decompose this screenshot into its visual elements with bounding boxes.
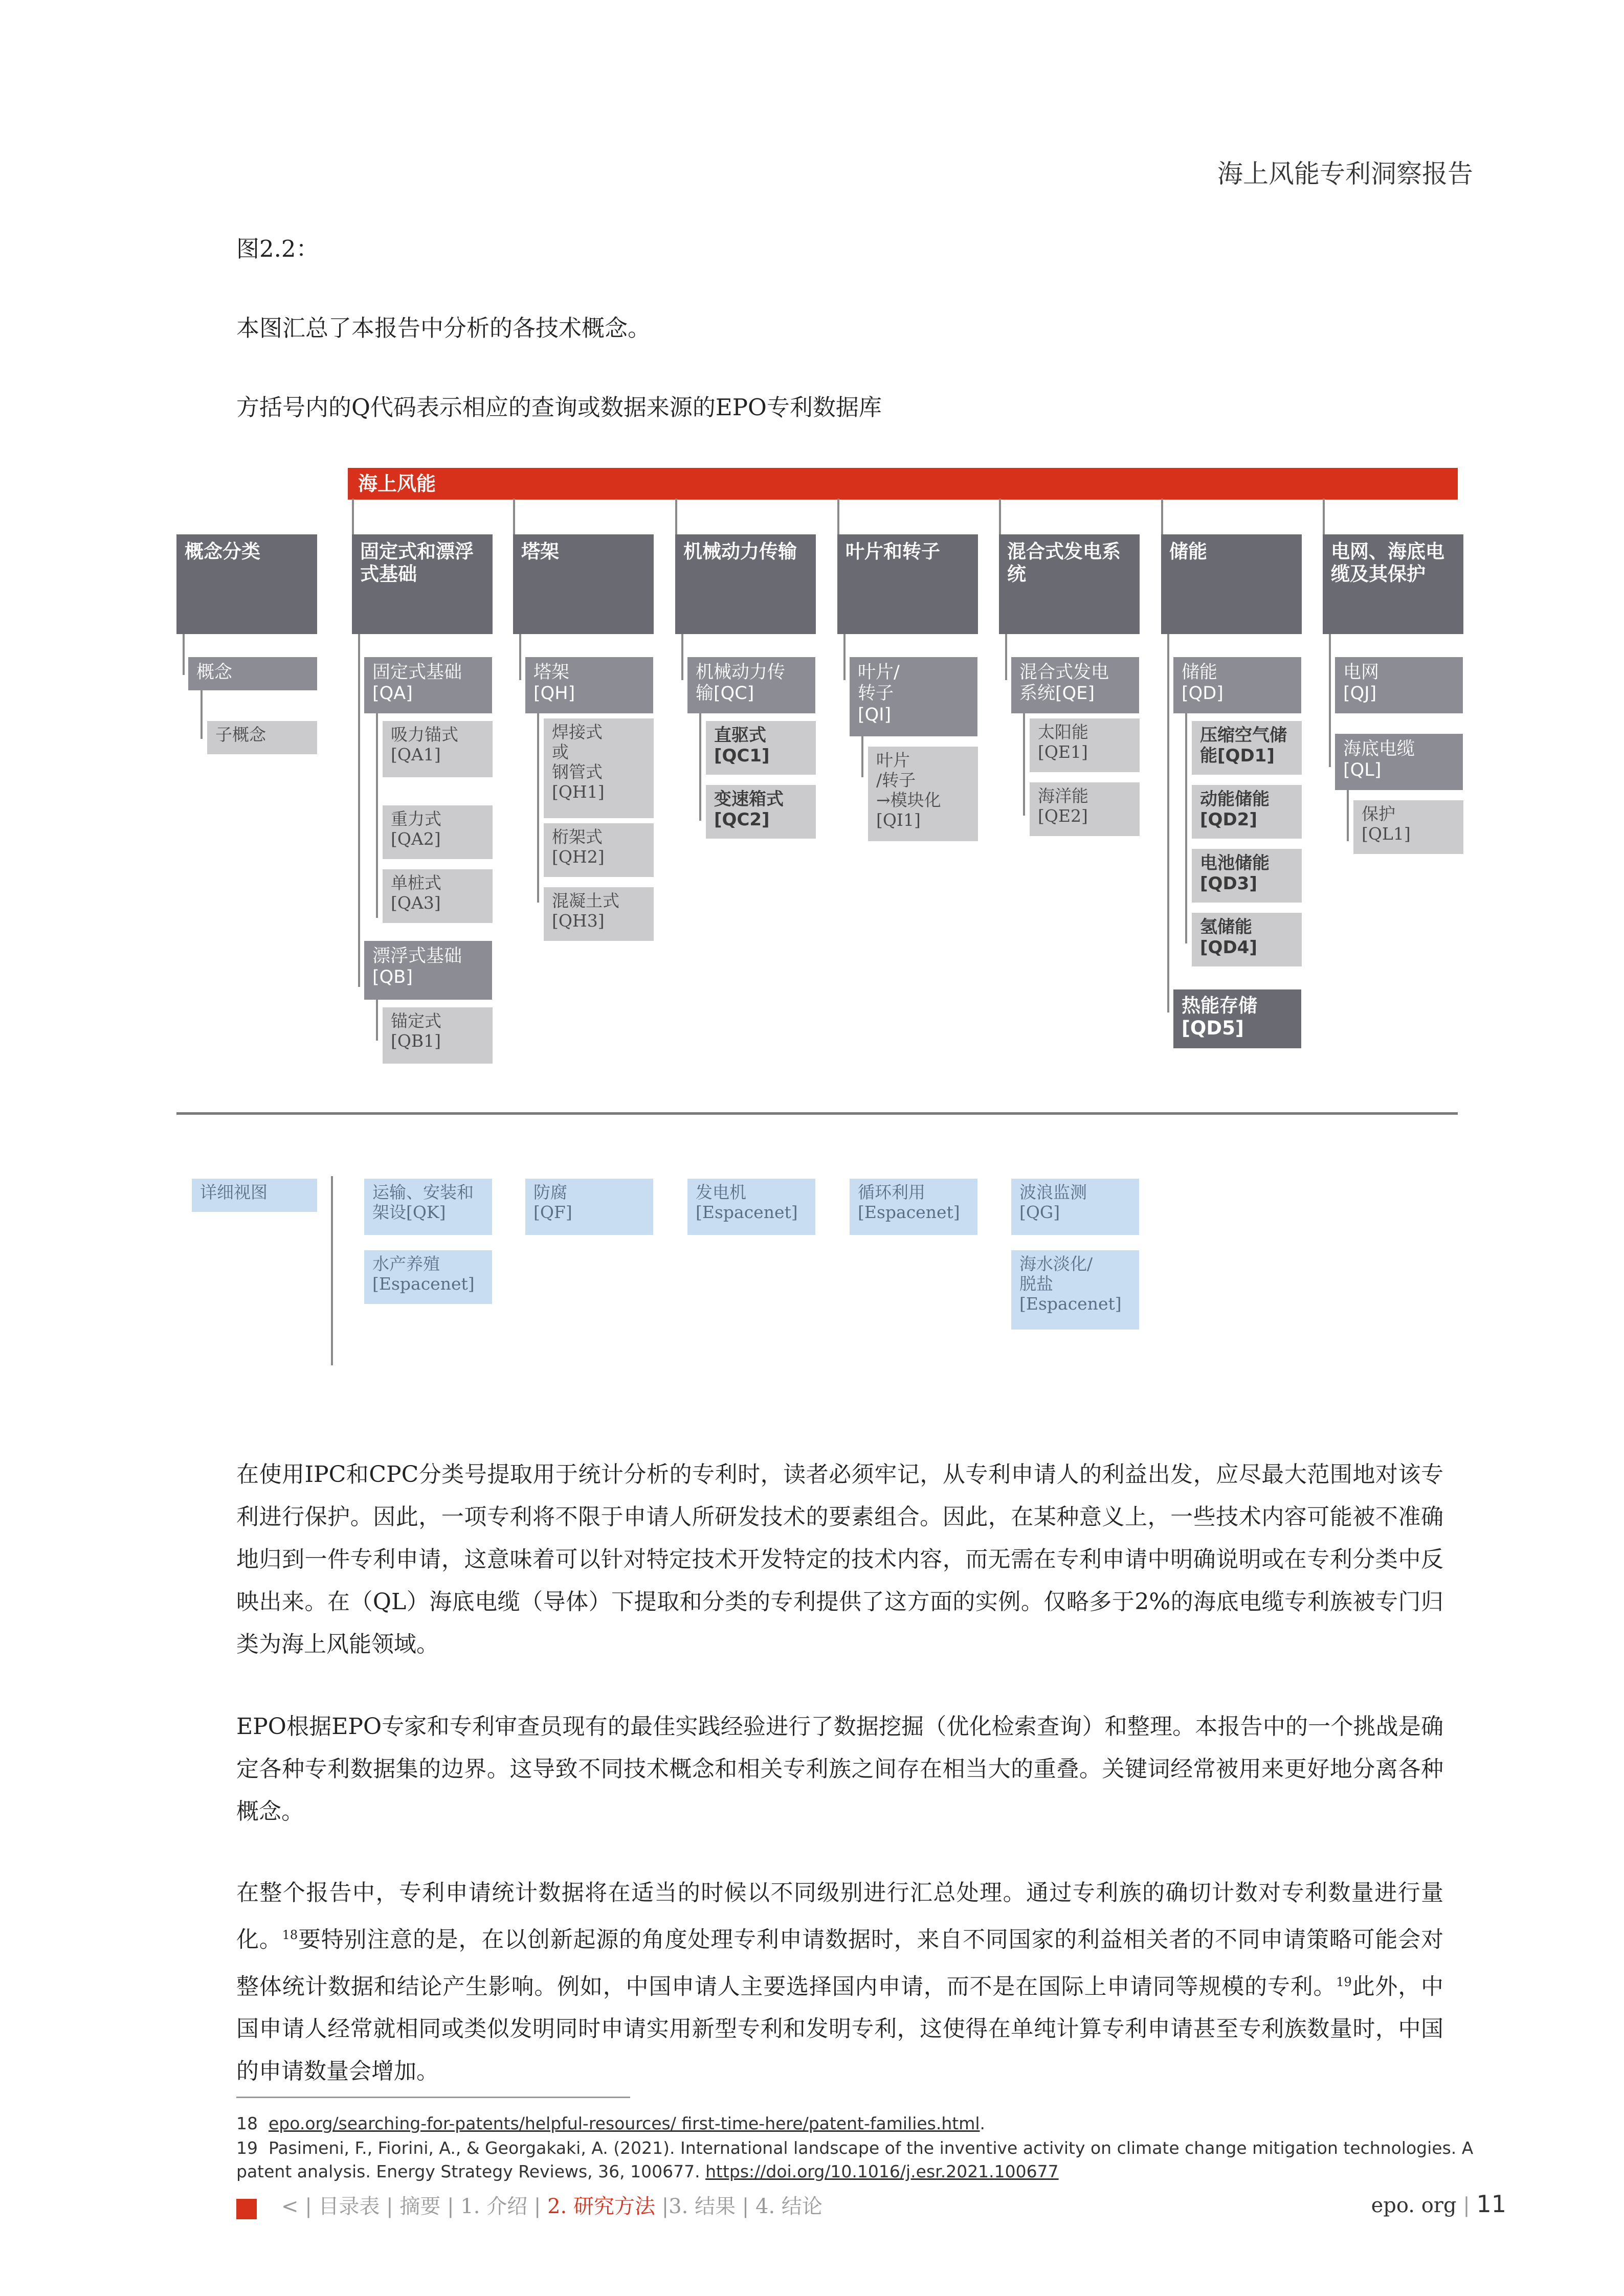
- concept-qd: 储能 [QD]: [1173, 657, 1301, 713]
- body-paragraph-2: EPO根据EPO专家和专利审查员现有的最佳实践经验进行了数据挖掘（优化检索查询）和整理。本报告中的一个挑战是确定各种专利数据集的边界。这导致不同技术概念和相关专利族之间存在相当大的重叠。关键词经常被用来更好地分离各种概念。: [236, 1714, 1443, 1825]
- subconcept-qc1: 直驱式 [QC1]: [706, 721, 816, 775]
- category-energy-storage: 储能: [1161, 534, 1302, 634]
- subconcept-qa1: 吸力锚式 [QA1]: [383, 721, 493, 777]
- subconcept-qe2: 海洋能[QE2]: [1030, 782, 1140, 836]
- report-title: 海上风能专利洞察报告: [1217, 159, 1473, 189]
- subconcept-qd4: 氢储能 [QD4]: [1192, 913, 1302, 966]
- intro-line-2: 方括号内的Q代码表示相应的查询或数据来源的EPO专利数据库: [236, 394, 882, 421]
- subconcept-qd2: 动能储能 [QD2]: [1192, 785, 1302, 839]
- footnote-rule: [236, 2097, 630, 2098]
- connector: [1329, 634, 1331, 767]
- connector: [201, 690, 203, 739]
- diagram-separator: [176, 1112, 1458, 1115]
- subconcept-qh2: 桁架式 [QH2]: [544, 823, 654, 877]
- category-blades-rotor: 叶片和转子: [837, 534, 978, 634]
- brand-square: [236, 2199, 257, 2219]
- connector: [1167, 634, 1169, 1012]
- concept-qd5: 热能存储 [QD5]: [1173, 989, 1301, 1048]
- figure-label: 图2.2：: [236, 235, 319, 262]
- footnote-18: 18 epo.org/searching-for-patents/helpful-resources/ first-time-here/patent-families.html.: [236, 2113, 986, 2133]
- detail-qg: 波浪监测 [QG]: [1011, 1179, 1139, 1235]
- connector: [699, 713, 701, 821]
- nav-ch2-link[interactable]: 2. 研究方法: [547, 2195, 655, 2218]
- connector: [352, 499, 354, 534]
- subconcept-qh3: 混凝土式 [QH3]: [544, 887, 654, 941]
- legend-subconcept: 子概念: [207, 721, 317, 754]
- footnote-18-link[interactable]: epo.org/searching-for-patents/helpful-resources/ first-time-here/patent-families.html: [268, 2113, 980, 2133]
- connector: [681, 634, 683, 680]
- nav-ch1-link[interactable]: 1. 介绍: [460, 2195, 528, 2218]
- category-hybrid-generation: 混合式发电系 统: [999, 534, 1140, 634]
- category-foundations: 固定式和漂浮 式基础: [352, 534, 493, 634]
- concept-qj: 电网 [QJ]: [1335, 657, 1463, 713]
- subconcept-qi1: 叶片 /转子 →模块化 [QI1]: [868, 747, 978, 841]
- connector: [837, 499, 839, 534]
- subconcept-qe1: 太阳能[QE1]: [1030, 718, 1140, 772]
- connector: [1161, 499, 1163, 534]
- detail-recycling: 循环利用 [Espacenet]: [850, 1179, 977, 1235]
- connector: [861, 736, 863, 777]
- detail-generator: 发电机 [Espacenet]: [687, 1179, 815, 1235]
- connector: [1347, 790, 1349, 841]
- concept-qi: 叶片/ 转子 [QI]: [850, 657, 977, 736]
- intro-line-1: 本图汇总了本报告中分析的各技术概念。: [236, 314, 651, 342]
- subconcept-qd3: 电池储能 [QD3]: [1192, 849, 1302, 903]
- footnote-ref-19[interactable]: 19: [1336, 1974, 1352, 1989]
- concept-qh: 塔架 [QH]: [525, 657, 653, 713]
- page-info: epo. org | 11: [1371, 2190, 1506, 2218]
- connector: [675, 499, 677, 534]
- subconcept-qb1: 锚定式 [QB1]: [383, 1007, 493, 1064]
- concept-qc: 机械动力传 输[QC]: [687, 657, 815, 713]
- connector: [1323, 499, 1325, 534]
- connector: [331, 1176, 333, 1365]
- footnote-19: 19 Pasimeni, F., Fiorini, A., & Georgakaki, A. (2021). International landscape of the inventive activity on climate change mitigation technologies. A patent analysis. Energy Strategy Reviews, 36, 100677. https://doi.org/10.1016/j.esr.2021.100677: [236, 2138, 1474, 2181]
- connector: [999, 499, 1001, 534]
- category-tower: 塔架: [513, 534, 654, 634]
- connector: [1005, 634, 1007, 680]
- diagram-root-bar: 海上风能: [348, 468, 1458, 500]
- subconcept-qa2: 重力式 [QA2]: [383, 805, 493, 859]
- connector: [519, 634, 521, 680]
- legend-category: 概念分类: [176, 534, 317, 634]
- connector: [843, 634, 846, 680]
- connector: [513, 499, 515, 534]
- body-paragraph-3: 在整个报告中，专利申请统计数据将在适当的时候以不同级别进行汇总处理。通过专利族的确切计数对专利数量进行量化。$^{18}$要特别注意的是，在以创新起源的角度处理专利申请数据时，来自不同国家的利益相关者的不同申请策略可能会对整体统计数据和结论产生影响。例如，中国申请人主要选择国内申请，而不是在国际上申请同等规模的专利。$^{19}$此外，中国申请人经常就相同或类似发明同时申请实用新型专利和发明专利，这使得在单纯计算专利申请甚至专利族数量时，中国的申请数量会增加。: [236, 1880, 1444, 2085]
- body-paragraph-1: 在使用IPC和CPC分类号提取用于统计分析的专利时，读者必须牢记，从专利申请人的利益出发，应尽最大范围地对该专利进行保护。因此，一项专利将不限于申请人所研发技术的要素组合。因此，在某种意义上，一些技术内容可能被不准确地归到一件专利申请，这意味着可以针对特定技术开发特定的技术内容，而无需在专利申请中明确说明或在专利分类中反映出来。在（QL）海底电缆（导体）下提取和分类的专利提供了这方面的实例。仅略多于2%的海底电缆专利族被专门归类为海上风能领域。: [236, 1461, 1443, 1657]
- connector: [1023, 713, 1025, 816]
- site-link[interactable]: epo. org: [1371, 2194, 1457, 2217]
- concept-qa: 固定式基础 [QA]: [364, 657, 492, 713]
- footnote-ref-18[interactable]: 18: [282, 1928, 298, 1942]
- footnote-19-link[interactable]: https://doi.org/10.1016/j.esr.2021.100677: [705, 2162, 1059, 2181]
- concept-qb: 漂浮式基础 [QB]: [364, 941, 492, 1000]
- category-power-transmission: 机械动力传输: [675, 534, 816, 634]
- nav-abstract-link[interactable]: 摘要: [399, 2195, 441, 2218]
- detail-desalination: 海水淡化/ 脱盐 [Espacenet]: [1011, 1250, 1139, 1330]
- nav-toc-link[interactable]: 目录表: [318, 2195, 380, 2218]
- nav-ch3-link[interactable]: 3. 结果: [669, 2195, 736, 2218]
- subconcept-qa3: 单桩式 [QA3]: [383, 869, 493, 923]
- category-grid-cables: 电网、海底电 缆及其保护: [1323, 534, 1463, 634]
- connector: [376, 1000, 378, 1041]
- connector: [376, 713, 378, 918]
- legend-concept: 概念: [188, 657, 317, 690]
- connector: [358, 634, 360, 987]
- legend-detail: 详细视图: [192, 1179, 317, 1212]
- connector: [1185, 713, 1187, 943]
- concept-qe: 混合式发电 系统[QE]: [1011, 657, 1139, 713]
- subconcept-qh1: 焊接式 或 钢管式 [QH1]: [544, 718, 654, 818]
- subconcept-qc2: 变速箱式 [QC2]: [706, 785, 816, 839]
- subconcept-ql1: 保护 [QL1]: [1353, 800, 1463, 854]
- detail-aquaculture: 水产养殖 [Espacenet]: [364, 1250, 492, 1304]
- connector: [537, 713, 539, 903]
- page-number: 11: [1476, 2190, 1506, 2218]
- concept-ql: 海底电缆 [QL]: [1335, 734, 1463, 790]
- detail-qf: 防腐 [QF]: [525, 1179, 653, 1235]
- detail-qk: 运输、安装和 架设[QK]: [364, 1179, 492, 1235]
- subconcept-qd1: 压缩空气储 能[QD1]: [1192, 721, 1302, 775]
- footer-nav: < | 目录表 | 摘要 | 1. 介绍 | 2. 研究方法 |3. 结果 | 4. 结论: [281, 2195, 822, 2218]
- connector: [183, 634, 185, 675]
- nav-prev-button[interactable]: <: [281, 2195, 299, 2218]
- nav-ch4-link[interactable]: 4. 结论: [755, 2195, 822, 2218]
